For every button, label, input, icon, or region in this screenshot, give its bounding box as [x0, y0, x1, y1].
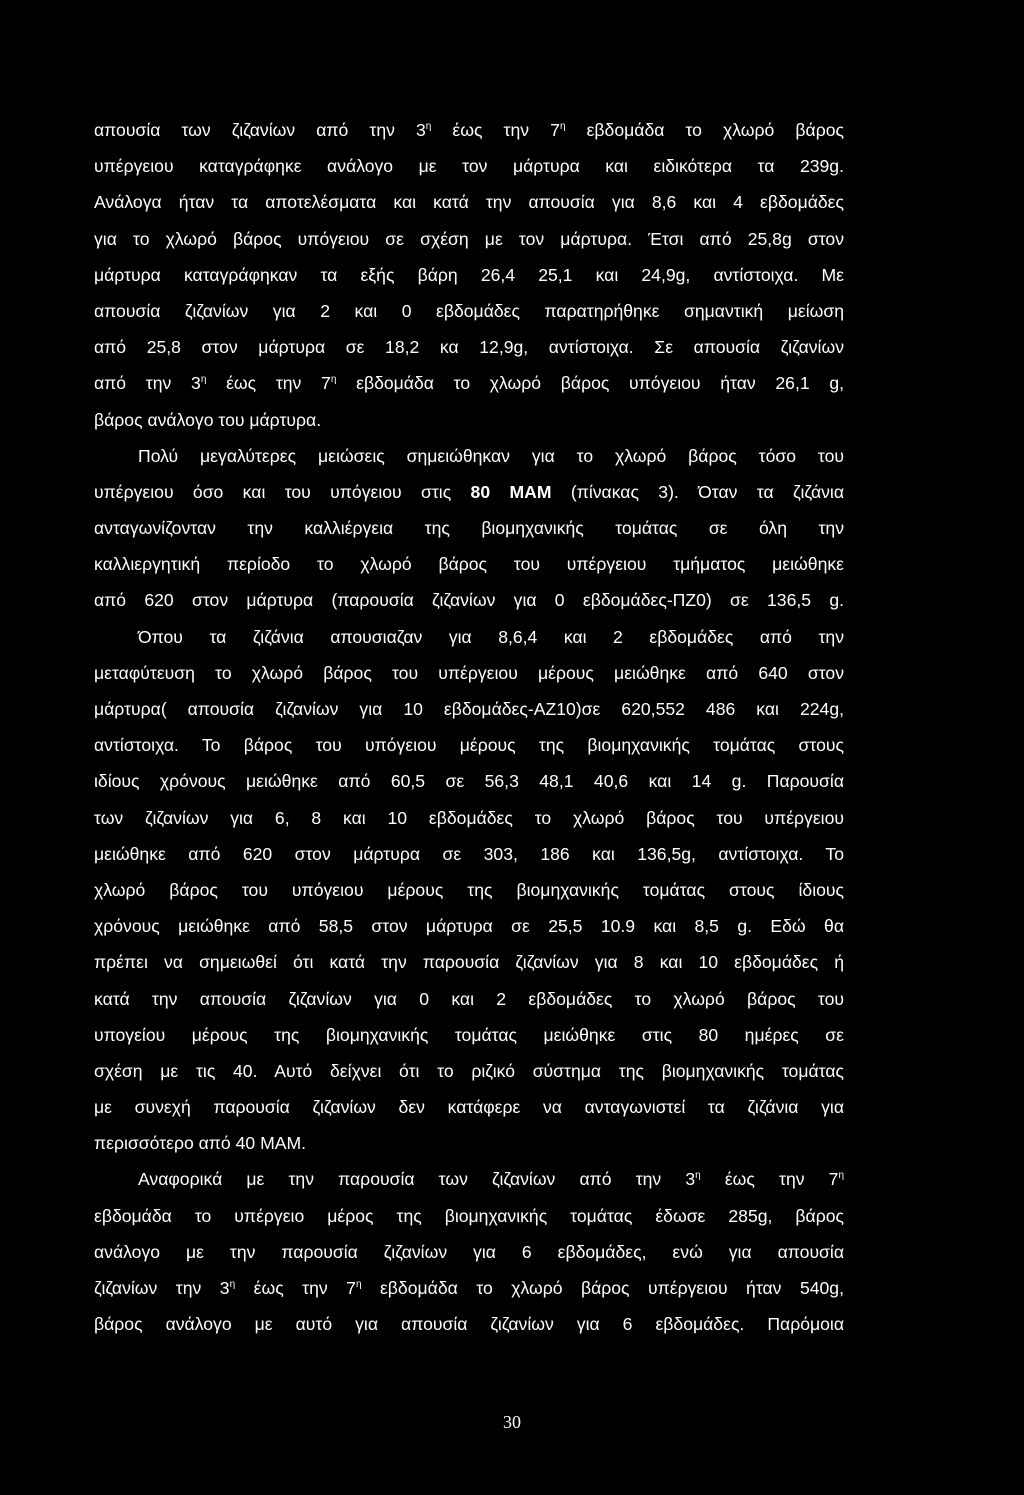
- text-line: βάρος ανάλογο με αυτό για απουσία ζιζανίων για 6 εβδομάδες. Παρόμοια: [94, 1314, 844, 1335]
- text-line: υπογείου μέρους της βιομηχανικής τομάτας μειώθηκε στις 80 ημέρες σε: [94, 1024, 844, 1045]
- text-line: από 620 στον μάρτυρα (παρουσία ζιζανίων για 0 εβδομάδες-ΠΖ0) σε 136,5 g.: [94, 590, 844, 611]
- text-line: σχέση με τις 40. Αυτό δείχνει ότι το ριζικό σύστημα της βιομηχανικής τομάτας: [94, 1060, 844, 1081]
- text-line: περισσότερο από 40 ΜΑΜ.: [94, 1133, 307, 1154]
- text-line: καλλιεργητική περίοδο το χλωρό βάρος του υπέργειου τμήματος μειώθηκε: [94, 554, 844, 575]
- text-line: βάρος ανάλογο του μάρτυρα.: [94, 409, 322, 430]
- text-line: Ανάλογα ήταν τα αποτελέσματα και κατά την απουσία για 8,6 και 4 εβδομάδες: [94, 192, 844, 213]
- text-line: πρέπει να σημειωθεί ότι κατά την παρουσία ζιζανίων για 8 και 10 εβδομάδες ή: [94, 952, 844, 973]
- text-line: Όπου τα ζιζάνια απουσιαζαν για 8,6,4 και 2 εβδομάδες από την: [138, 626, 844, 647]
- text-line: κατά την απουσία ζιζανίων για 0 και 2 εβδομάδες το χλωρό βάρος του: [94, 988, 844, 1009]
- text-line: με συνεχή παρουσία ζιζανίων δεν κατάφερε να ανταγωνιστεί τα ζιζάνια για: [94, 1097, 844, 1118]
- text-line: Πολύ μεγαλύτερες μειώσεις σημειώθηκαν για το χλωρό βάρος τόσο του: [138, 445, 844, 466]
- text-line: υπέργειου όσο και του υπόγειου στις 80 ΜΑΜ (πίνακας 3). Όταν τα ζιζάνια: [94, 481, 844, 502]
- text-line: αντίστοιχα. Το βάρος του υπόγειου μέρους της βιομηχανικής τομάτας στους: [94, 735, 844, 756]
- text-line: απουσία των ζιζανίων από την $3^\eta$ έως την $7^\eta$ εβδομάδα το χλωρό βάρος: [94, 120, 844, 140]
- text-line: υπέργειου καταγράφηκε ανάλογο με τον μάρτυρα και ειδικότερα τα 239g.: [94, 156, 844, 177]
- text-line: χλωρό βάρος του υπόγειου μέρους της βιομηχανικής τομάτας στους ίδιους: [94, 879, 844, 900]
- text-line: χρόνους μειώθηκε από 58,5 στον μάρτυρα σε 25,5 10.9 και 8,5 g. Εδώ θα: [94, 916, 844, 937]
- text-line: των ζιζανίων για 6, 8 και 10 εβδομάδες το χλωρό βάρος του υπέργειου: [94, 807, 844, 828]
- text-line: μάρτυρα( απουσία ζιζανίων για 10 εβδομάδες-ΑΖ10)σε 620,552 486 και 224g,: [94, 699, 844, 719]
- text-line: Αναφορικά με την παρουσία των ζιζανίων από την $3^\eta$ έως την $7^\eta$: [138, 1169, 845, 1190]
- text-line: ανάλογο με την παρουσία ζιζανίων για 6 εβδομάδες, ενώ για απουσία: [94, 1241, 844, 1262]
- text-line: ιδίους χρόνους μειώθηκε από 60,5 σε 56,3 48,1 40,6 και 14 g. Παρουσία: [94, 771, 844, 792]
- text-line: απουσία ζιζανίων για 2 και 0 εβδομάδες παρατηρήθηκε σημαντική μείωση: [94, 300, 844, 321]
- text-line: από την $3^\eta$ έως την $7^\eta$ εβδομάδα το χλωρό βάρος υπόγειου ήταν 26,1 g,: [94, 373, 845, 394]
- text-line: μάρτυρα καταγράφηκαν τα εξής βάρη 26,4 25,1 και 24,9g, αντίστοιχα. Με: [94, 264, 844, 285]
- text-line: μειώθηκε από 620 στον μάρτυρα σε 303, 186 και 136,5g, αντίστοιχα. Το: [94, 843, 844, 864]
- text-line: εβδομάδα το υπέργειο μέρος της βιομηχανικής τομάτας έδωσε 285g, βάρος: [94, 1205, 844, 1226]
- text-line: ζιζανίων την $3^\eta$ έως την $7^\eta$ εβδομάδα το χλωρό βάρος υπέργειου ήταν 540g,: [94, 1278, 844, 1298]
- body-text: [94, 112, 844, 1342]
- text-line: για το χλωρό βάρος υπόγειου σε σχέση με τον μάρτυρα. Έτσι από 25,8g στον: [94, 228, 844, 249]
- page-number: 30: [503, 1412, 521, 1432]
- text-line: από 25,8 στον μάρτυρα σε 18,2 κα 12,9g, αντίστοιχα. Σε απουσία ζιζανίων: [94, 337, 844, 358]
- text-line: μεταφύτευση το χλωρό βάρος του υπέργειου μέρους μειώθηκε από 640 στον: [94, 662, 844, 683]
- text-line: ανταγωνίζονταν την καλλιέργεια της βιομηχανικής τομάτας σε όλη την: [94, 518, 844, 539]
